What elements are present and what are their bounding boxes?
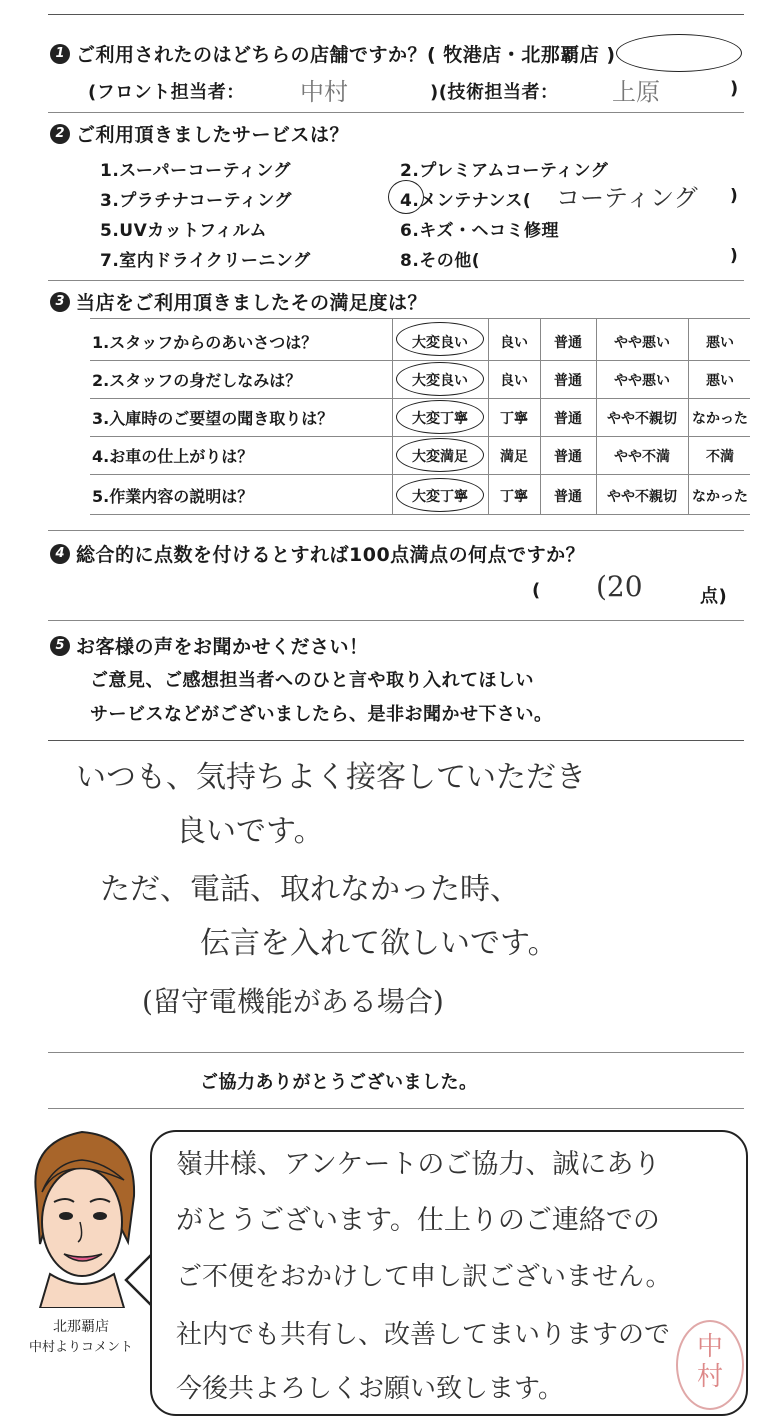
divider-3 xyxy=(48,530,744,531)
table-line xyxy=(90,360,750,361)
question-5-text: お客様の声をお聞かせください！ xyxy=(76,636,369,658)
question-4-text: 総合的に点数を付けるとすれば100点満点の何点ですか？ xyxy=(76,544,586,566)
table-line xyxy=(90,514,750,515)
option-fair: やや悪い xyxy=(614,335,670,351)
table-line xyxy=(688,318,689,514)
satisfaction-question-2: 2.スタッフの身だしなみは？ xyxy=(92,371,302,390)
service-4: 4.メンテナンス( xyxy=(400,191,532,211)
divider-4 xyxy=(48,620,744,621)
satisfaction-question-4: 4.お車の仕上がりは？ xyxy=(92,447,254,466)
score-unit: 点) xyxy=(700,586,728,607)
tech-staff-value: 上原 xyxy=(612,78,660,106)
service-4-close: ) xyxy=(730,186,739,206)
staff-store: 北那覇店 xyxy=(53,1319,109,1335)
option-excellent: 大変良い xyxy=(412,373,468,389)
service-8-close: ) xyxy=(730,246,739,266)
option-fair: やや不親切 xyxy=(607,411,677,427)
option-poor: なかった xyxy=(692,489,748,505)
service-1: 1.スーパーコーティング xyxy=(100,161,291,181)
table-line xyxy=(392,318,393,514)
service-5: 5.UVカットフィルム xyxy=(100,221,268,241)
selected-circle-mark xyxy=(396,438,484,472)
option-average: 普通 xyxy=(554,489,582,505)
option-excellent: 大変丁寧 xyxy=(412,411,468,427)
table-line xyxy=(90,318,750,319)
staff-reply-line-2: がとうございます。仕上りのご連絡での xyxy=(176,1205,660,1236)
selected-circle-mark xyxy=(396,362,484,396)
table-line xyxy=(488,318,489,514)
selected-circle-mark xyxy=(396,322,484,356)
staff-reply-line-1: 嶺井様、アンケートのご協力、誠にあり xyxy=(176,1149,661,1180)
table-line xyxy=(90,474,750,475)
divider-7 xyxy=(48,1108,744,1109)
question-3-text: 当店をご利用頂きましたその満足度は？ xyxy=(76,292,428,314)
stamp-char-top: 中 xyxy=(696,1332,723,1362)
front-staff-label: (フロント担当者： xyxy=(88,82,245,103)
service-6: 6.キズ・ヘコミ修理 xyxy=(400,221,559,241)
option-average: 普通 xyxy=(554,411,582,427)
option-average: 普通 xyxy=(554,449,582,465)
option-good: 丁寧 xyxy=(500,489,528,505)
customer-comment-line-1: いつも、気持ちよく接客していただき xyxy=(76,760,586,795)
option-good: 良い xyxy=(500,373,528,389)
option-fair: やや悪い xyxy=(614,373,670,389)
thanks-text: ご協力ありがとうございました。 xyxy=(200,1072,478,1093)
staff-reply-line-3: ご不便をおかけして申し訳ございません。 xyxy=(176,1262,672,1292)
question-1-text: ご利用されたのはどちらの店舗ですか？( 牧港店・北那覇店 ) xyxy=(76,44,616,66)
staff-comment-label: 中村よりコメント xyxy=(28,1340,133,1355)
option-fair: やや不満 xyxy=(614,449,670,465)
divider-5 xyxy=(48,740,744,741)
tech-staff-close: ) xyxy=(730,78,739,99)
question-5-line-3: サービスなどがございましたら、是非お聞かせ下さい。 xyxy=(90,704,553,725)
customer-comment-line-4: 伝言を入れて欲しいです。 xyxy=(200,926,558,961)
score-open: ( xyxy=(532,580,541,601)
table-line xyxy=(596,318,597,514)
selected-circle-mark xyxy=(396,400,484,434)
option-good: 良い xyxy=(500,335,528,351)
option-fair: やや不親切 xyxy=(607,489,677,505)
question-2-text: ご利用頂きましたサービスは？ xyxy=(76,124,350,146)
service-8: 8.その他( xyxy=(400,251,481,271)
option-poor: 悪い xyxy=(706,373,734,389)
service-2: 2.プレミアムコーティング xyxy=(400,161,609,181)
option-poor: なかった xyxy=(692,411,748,427)
table-line xyxy=(90,436,750,437)
question-number-2: 2 xyxy=(50,124,70,144)
staff-reply-line-5: 今後共よろしくお願い致します。 xyxy=(176,1374,564,1404)
name-stamp xyxy=(676,1320,744,1410)
question-number-3: 3 xyxy=(50,292,70,312)
divider-6 xyxy=(48,1052,744,1053)
question-number-4: 4 xyxy=(50,544,70,564)
table-line xyxy=(540,318,541,514)
divider-1 xyxy=(48,112,744,113)
option-average: 普通 xyxy=(554,335,582,351)
score-value: (20 xyxy=(596,570,643,603)
option-average: 普通 xyxy=(554,373,582,389)
satisfaction-question-5: 5.作業内容の説明は？ xyxy=(92,487,254,506)
service-3: 3.プラチナコーティング xyxy=(100,191,292,211)
option-poor: 不満 xyxy=(706,449,734,465)
tech-staff-label: )(技術担当者： xyxy=(430,82,559,103)
customer-comment-line-5: (留守電機能がある場合) xyxy=(142,985,444,1018)
staff-reply-line-4: 社内でも共有し、改善してまいりますので xyxy=(176,1320,671,1350)
question-number-5: 5 xyxy=(50,636,70,656)
question-5-line-2: ご意見、ご感想担当者へのひと言や取り入れてほしい xyxy=(90,670,534,691)
divider-2 xyxy=(48,280,744,281)
option-excellent: 大変丁寧 xyxy=(412,489,468,505)
maintenance-note: コーティング xyxy=(556,184,698,212)
option-good: 丁寧 xyxy=(500,411,528,427)
service-7: 7.室内ドライクリーニング xyxy=(100,251,311,271)
option-poor: 悪い xyxy=(706,335,734,351)
option-excellent: 大変良い xyxy=(412,335,468,351)
customer-comment-line-2: 良いです。 xyxy=(176,814,324,849)
satisfaction-question-1: 1.スタッフからのあいさつは？ xyxy=(92,333,318,352)
table-line xyxy=(90,398,750,399)
store-circle-mark xyxy=(616,34,742,72)
top-border xyxy=(48,14,744,15)
selected-circle-mark xyxy=(396,478,484,512)
question-number-1: 1 xyxy=(50,44,70,64)
option-excellent: 大変満足 xyxy=(412,449,468,465)
stamp-char-bottom: 村 xyxy=(696,1362,723,1392)
customer-comment-line-3: ただ、電話、取れなかった時、 xyxy=(100,872,520,907)
front-staff-value: 中村 xyxy=(300,78,348,106)
option-good: 満足 xyxy=(500,449,528,465)
satisfaction-question-3: 3.入庫時のご要望の聞き取りは？ xyxy=(92,409,334,428)
